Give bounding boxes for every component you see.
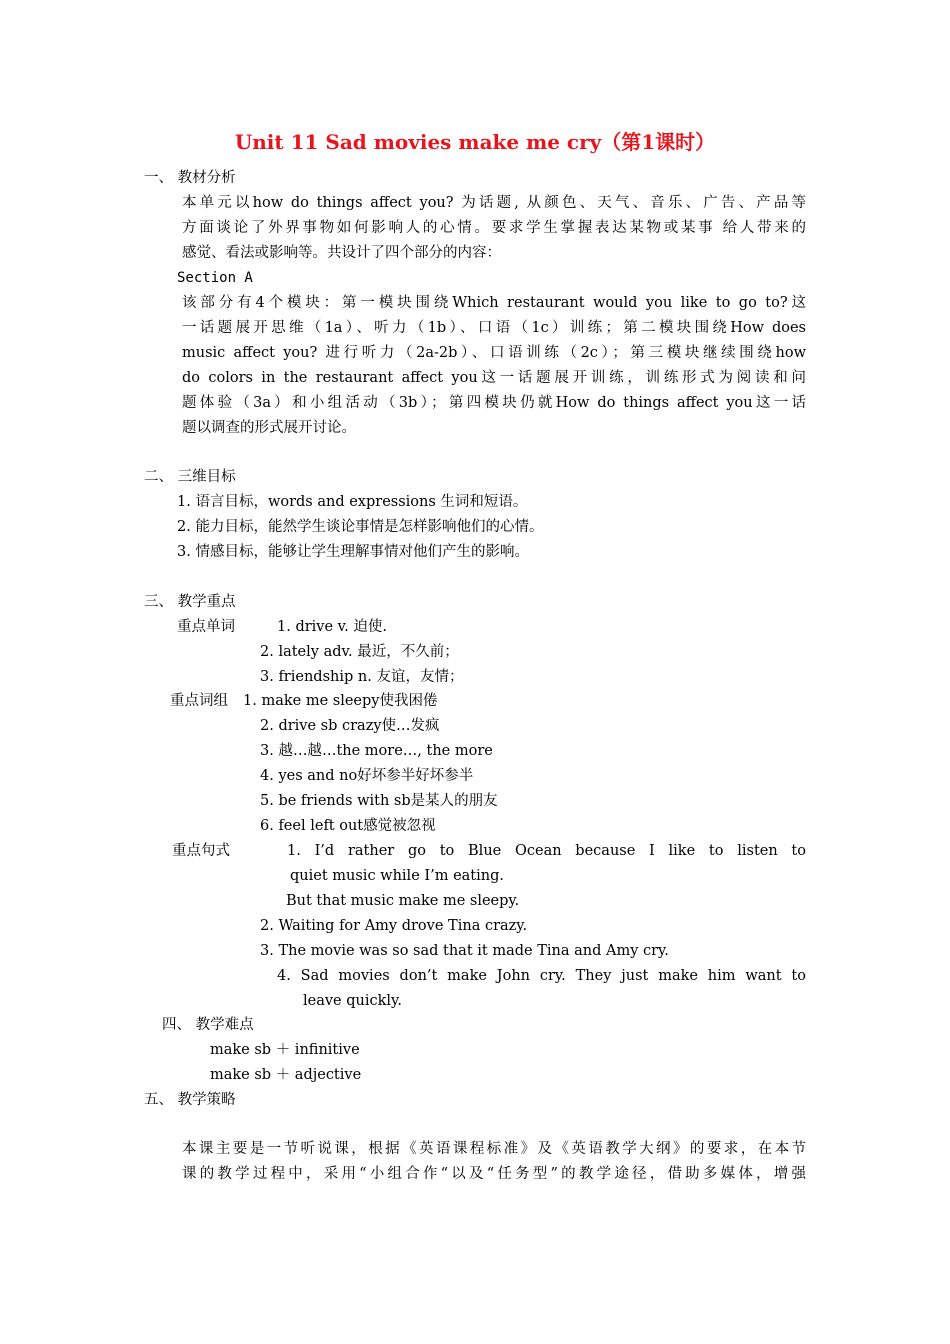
- list-item: 2. drive sb crazy使…发疯: [260, 718, 440, 734]
- list-item: 2. 能力目标，能然学生谈论事情是怎样影响他们的心情。: [177, 519, 544, 535]
- list-item: 1. make me sleepy使我困倦: [243, 693, 438, 709]
- list-item: 6. feel left out感觉被忽视: [260, 818, 436, 834]
- paragraph-line: 本单元以how do things affect you? 为话题, 从颜色、天气、音乐、广告、产品等: [182, 195, 806, 211]
- list-item: 5. be friends with sb是某人的朋友: [260, 793, 498, 809]
- section-heading: 四、 教学难点: [162, 1017, 254, 1033]
- list-item: 4. Sad movies don’t make John cry. They just make him want to: [277, 968, 806, 984]
- paragraph-line: Section A: [177, 270, 253, 286]
- paragraph-line: do colors in the restaurant affect you这一话题展开训练，训练形式为阅读和问: [182, 370, 806, 386]
- list-item: 3. 情感目标，能够让学生理解事情对他们产生的影响。: [177, 544, 529, 560]
- list-item: 4. yes and no好坏参半好坏参半: [260, 768, 474, 784]
- list-item-continuation: leave quickly.: [303, 993, 402, 1009]
- list-item: 1. drive v. 迫使.: [277, 619, 387, 635]
- paragraph-line: 题以调查的形式展开讨论。: [182, 420, 356, 436]
- phrases-label: 重点词组: [170, 693, 228, 709]
- list-item: 3. 越…越…the more…, the more: [260, 743, 493, 759]
- paragraph-line: 方面谈论了外界事物如何影响人的心情。要求学生掌握表达某物或某事 给人带来的: [182, 220, 806, 236]
- list-item: 2. Waiting for Amy drove Tina crazy.: [260, 918, 528, 934]
- list-item-continuation: But that music make me sleepy.: [286, 893, 520, 909]
- sentences-label: 重点句式: [172, 843, 230, 859]
- document-title: Unit 11 Sad movies make me cry（第1课时）: [234, 130, 716, 154]
- section-heading: 一、 教材分析: [144, 170, 236, 186]
- list-item: make sb ＋ adjective: [210, 1067, 362, 1083]
- list-item: 3. The movie was so sad that it made Tina and Amy cry.: [260, 943, 669, 959]
- paragraph-line: music affect you? 进行听力（2a-2b）、口语训练（2c）；第三模块继续围绕how: [182, 345, 806, 361]
- paragraph-line: 感觉、看法或影响等。共设计了四个部分的内容：: [182, 245, 501, 261]
- section-heading: 五、 教学策略: [144, 1092, 236, 1108]
- paragraph-line: 课的教学过程中，采用“小组合作“以及“任务型”的教学途径，借助多媒体，增强: [182, 1166, 806, 1182]
- paragraph-line: 本课主要是一节听说课，根据《英语课程标准》及《英语教学大纲》的要求，在本节: [182, 1141, 806, 1157]
- words-label: 重点单词: [177, 619, 235, 635]
- paragraph-line: 该部分有4个模块：第一模块围绕Which restaurant would you like to go to?这: [182, 295, 806, 311]
- list-item: 2. lately adv. 最近，不久前；: [260, 644, 459, 660]
- paragraph-line: 题体验（3a）和小组活动（3b）；第四模块仍就How do things affect you这一话: [182, 395, 806, 411]
- list-item: 1. 语言目标，words and expressions 生词和短语。: [177, 494, 528, 510]
- section-heading: 三、 教学重点: [144, 594, 236, 610]
- list-item: 3. friendship n. 友谊，友情；: [260, 669, 464, 685]
- list-item-continuation: quiet music while I’m eating.: [290, 868, 505, 884]
- list-item: 1. I’d rather go to Blue Ocean because I like to listen to: [287, 843, 806, 859]
- list-item: make sb ＋ infinitive: [210, 1042, 360, 1058]
- section-heading: 二、 三维目标: [144, 469, 236, 485]
- paragraph-line: 一话题展开思维（1a）、听力（1b）、口语（1c）训练；第二模块围绕How does: [182, 320, 806, 336]
